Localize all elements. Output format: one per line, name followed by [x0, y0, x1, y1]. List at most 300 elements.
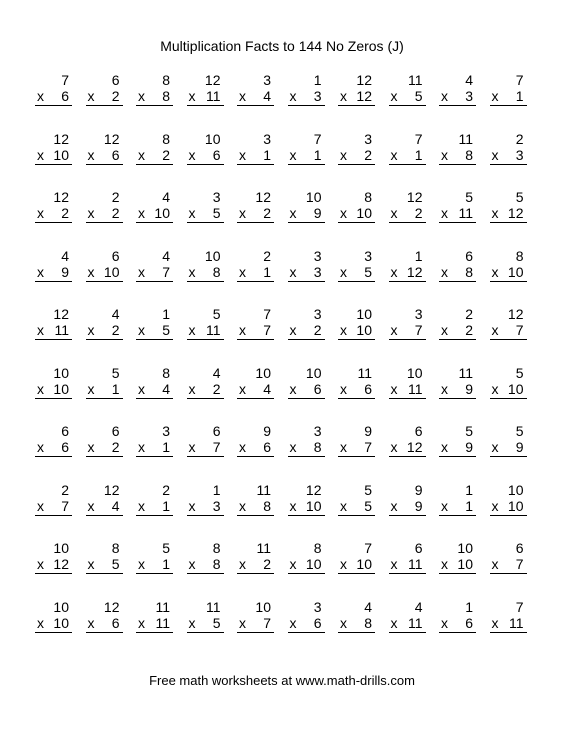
multiplier-line	[288, 556, 325, 574]
multiplier-line	[136, 381, 173, 399]
times-operator: x	[37, 439, 44, 455]
multiplicand: 1	[313, 72, 322, 88]
times-operator: x	[138, 439, 145, 455]
multiplicand: 2	[111, 189, 120, 205]
multiplicand: 3	[313, 423, 322, 439]
multiplier-line	[187, 498, 224, 516]
multiplier: 2	[263, 205, 271, 221]
multiplier: 10	[53, 614, 69, 631]
multiplier-line	[389, 439, 426, 457]
multiplier-line	[338, 264, 375, 282]
multiplier: 5	[212, 205, 221, 221]
multiplier-line	[389, 205, 426, 223]
problem-item	[288, 72, 325, 131]
multiplier-line	[490, 147, 527, 165]
multiplicand: 8	[313, 540, 322, 556]
multiplier: 2	[313, 322, 322, 338]
multiplicand: 9	[414, 481, 423, 498]
multiplier-line	[187, 556, 224, 574]
problem-item	[389, 540, 426, 599]
problem-item	[187, 131, 224, 190]
multiplier-line	[288, 322, 325, 340]
times-operator: x	[87, 614, 95, 631]
multiplier: 12	[406, 439, 423, 455]
multiplier: 11	[407, 380, 423, 397]
problem-item	[490, 248, 527, 307]
problem-item	[136, 599, 173, 658]
multiplicand: 10	[305, 364, 322, 381]
problem-item	[187, 540, 224, 599]
multiplier: 10	[507, 497, 524, 514]
multiplier-line	[288, 205, 325, 223]
multiplier-line	[338, 381, 375, 399]
multiplier-line	[389, 615, 426, 633]
times-operator: x	[37, 497, 44, 514]
multiplier-line	[490, 498, 527, 516]
multiplicand: 5	[212, 306, 221, 322]
multiplier-line	[35, 498, 72, 516]
multiplicand: 5	[465, 423, 473, 439]
multiplier: 7	[263, 614, 271, 631]
multiplier: 5	[212, 614, 221, 631]
multiplicand: 5	[515, 189, 524, 205]
multiplier: 11	[54, 322, 69, 338]
multiplicand: 10	[204, 247, 221, 264]
times-operator: x	[441, 614, 448, 631]
times-operator: x	[340, 380, 347, 397]
multiplier-line	[288, 147, 325, 165]
multiplier: 12	[356, 88, 372, 104]
problem-item	[490, 599, 527, 658]
multiplier-line	[86, 381, 123, 399]
problem-item	[439, 72, 476, 131]
multiplier-line	[187, 322, 224, 340]
multiplier-line	[439, 498, 476, 516]
multiplicand: 6	[111, 423, 120, 439]
multiplier-line	[187, 147, 224, 165]
times-operator: x	[37, 205, 44, 221]
footer-text: Free math worksheets at www.math-drills.com	[149, 673, 415, 688]
multiplicand: 10	[255, 598, 271, 615]
multiplicand: 4	[111, 306, 120, 322]
multiplier-line	[136, 322, 173, 340]
multiplier: 1	[263, 263, 271, 280]
times-operator: x	[441, 380, 448, 397]
times-operator: x	[289, 614, 297, 631]
times-operator: x	[239, 614, 246, 631]
problem-item	[86, 482, 123, 541]
multiplicand: 12	[305, 481, 322, 498]
multiplier: 11	[508, 614, 524, 631]
times-operator: x	[87, 380, 95, 397]
multiplicand: 4	[212, 364, 221, 381]
times-operator: x	[441, 146, 448, 163]
multiplier-line	[490, 556, 527, 574]
multiplier-line	[389, 322, 426, 340]
multiplier-line	[389, 498, 426, 516]
multiplicand: 10	[457, 540, 473, 556]
times-operator: x	[390, 556, 398, 572]
multiplicand: 6	[212, 423, 221, 439]
problem-item	[490, 131, 527, 190]
multiplier-line	[86, 322, 123, 340]
multiplier: 10	[457, 556, 473, 572]
times-operator: x	[239, 497, 246, 514]
worksheet-title: Multiplication Facts to 144 No Zeros (J)	[160, 38, 404, 54]
multiplier: 10	[53, 380, 69, 397]
problem-item	[490, 482, 527, 541]
multiplier: 1	[162, 556, 170, 572]
problem-item	[338, 248, 375, 307]
times-operator: x	[491, 439, 499, 455]
multiplicand: 5	[364, 481, 372, 498]
multiplicand: 3	[313, 598, 322, 615]
multiplier: 1	[263, 146, 271, 163]
times-operator: x	[491, 556, 499, 572]
multiplier-line	[389, 381, 426, 399]
times-operator: x	[188, 556, 196, 572]
multiplicand: 6	[111, 247, 120, 264]
problem-grid	[35, 72, 540, 657]
multiplicand: 3	[313, 247, 322, 264]
times-operator: x	[188, 205, 196, 221]
multiplicand: 6	[111, 72, 120, 88]
multiplier: 8	[465, 263, 473, 280]
times-operator: x	[188, 439, 196, 455]
multiplicand: 4	[364, 598, 372, 615]
times-operator: x	[138, 380, 145, 397]
multiplier: 4	[162, 380, 170, 397]
multiplier-line	[439, 205, 476, 223]
times-operator: x	[441, 497, 448, 514]
times-operator: x	[239, 88, 246, 104]
multiplier: 5	[162, 322, 170, 338]
times-operator: x	[138, 146, 145, 163]
multiplicand: 1	[465, 481, 473, 498]
multiplier: 7	[515, 322, 524, 338]
multiplicand: 4	[61, 247, 69, 264]
multiplier-line	[86, 205, 123, 223]
multiplicand: 6	[414, 540, 423, 556]
times-operator: x	[188, 614, 196, 631]
multiplicand: 7	[263, 306, 271, 322]
times-operator: x	[441, 322, 448, 338]
multiplicand: 12	[103, 130, 120, 147]
multiplier: 7	[364, 439, 372, 455]
problem-item	[237, 189, 274, 248]
problem-item	[338, 189, 375, 248]
multiplier-line	[86, 88, 123, 106]
times-operator: x	[390, 497, 398, 514]
times-operator: x	[188, 497, 196, 514]
multiplier-line	[35, 322, 72, 340]
multiplicand: 10	[406, 364, 423, 381]
multiplicand: 2	[465, 306, 473, 322]
multiplicand: 11	[458, 364, 473, 381]
multiplier: 9	[61, 263, 69, 280]
multiplier: 11	[458, 205, 473, 221]
multiplier-line	[439, 439, 476, 457]
times-operator: x	[37, 322, 44, 338]
problem-item	[136, 189, 173, 248]
times-operator: x	[289, 380, 297, 397]
multiplier-line	[187, 88, 224, 106]
times-operator: x	[390, 614, 398, 631]
multiplier-line	[237, 439, 274, 457]
multiplier-line	[86, 264, 123, 282]
multiplier-line	[439, 322, 476, 340]
multiplier-line	[439, 556, 476, 574]
multiplier-line	[86, 556, 123, 574]
multiplier-line	[338, 88, 375, 106]
multiplier-line	[237, 615, 274, 633]
problem-item	[288, 189, 325, 248]
multiplicand: 2	[263, 247, 271, 264]
multiplicand: 12	[103, 598, 120, 615]
multiplier: 10	[507, 263, 524, 280]
problem-item	[389, 365, 426, 424]
times-operator: x	[491, 263, 499, 280]
multiplier: 10	[507, 380, 524, 397]
multiplier: 10	[305, 556, 322, 572]
multiplier: 10	[53, 146, 69, 163]
multiplier: 9	[465, 380, 473, 397]
multiplier: 3	[465, 88, 473, 104]
times-operator: x	[289, 322, 297, 338]
multiplier-line	[187, 439, 224, 457]
multiplier-line	[338, 147, 375, 165]
multiplier: 5	[364, 497, 372, 514]
times-operator: x	[87, 497, 95, 514]
multiplicand: 8	[162, 130, 170, 147]
times-operator: x	[491, 146, 499, 163]
times-operator: x	[37, 263, 44, 280]
multiplicand: 11	[256, 540, 271, 556]
multiplicand: 5	[162, 540, 170, 556]
problem-item	[35, 131, 72, 190]
multiplicand: 12	[53, 306, 69, 322]
multiplicand: 7	[414, 130, 423, 147]
multiplier-line	[338, 439, 375, 457]
problem-item	[86, 540, 123, 599]
multiplier: 7	[263, 322, 271, 338]
multiplier: 10	[356, 556, 372, 572]
problem-item	[439, 306, 476, 365]
times-operator: x	[87, 88, 95, 104]
times-operator: x	[491, 205, 499, 221]
multiplier: 6	[364, 380, 372, 397]
multiplicand: 7	[515, 598, 524, 615]
problem-item	[288, 131, 325, 190]
problem-item	[136, 131, 173, 190]
times-operator: x	[138, 322, 145, 338]
multiplier-line	[389, 88, 426, 106]
times-operator: x	[188, 146, 196, 163]
multiplicand: 6	[414, 423, 423, 439]
times-operator: x	[340, 88, 347, 104]
times-operator: x	[491, 497, 499, 514]
multiplier-line	[136, 498, 173, 516]
multiplier: 2	[465, 322, 473, 338]
problem-item	[86, 131, 123, 190]
multiplier: 12	[53, 556, 69, 572]
multiplicand: 1	[414, 247, 423, 264]
times-operator: x	[441, 263, 448, 280]
times-operator: x	[87, 146, 95, 163]
multiplicand: 10	[53, 364, 69, 381]
problem-item	[187, 423, 224, 482]
multiplier-line	[338, 322, 375, 340]
multiplicand: 12	[255, 189, 271, 205]
multiplier: 1	[111, 380, 120, 397]
times-operator: x	[289, 205, 297, 221]
multiplier-line	[288, 498, 325, 516]
multiplier-line	[237, 322, 274, 340]
multiplier: 3	[313, 263, 322, 280]
multiplier: 5	[414, 88, 423, 104]
multiplier-line	[35, 439, 72, 457]
multiplier: 8	[162, 88, 170, 104]
multiplier-line	[237, 88, 274, 106]
multiplier: 10	[356, 205, 372, 221]
multiplier-line	[86, 615, 123, 633]
multiplier: 11	[407, 614, 423, 631]
multiplicand: 7	[364, 540, 372, 556]
times-operator: x	[138, 614, 145, 631]
multiplier: 2	[364, 146, 372, 163]
problem-item	[237, 306, 274, 365]
multiplier-line	[490, 264, 527, 282]
multiplicand: 12	[53, 130, 69, 147]
multiplier: 11	[205, 322, 221, 338]
problem-item	[338, 306, 375, 365]
multiplicand: 7	[313, 130, 322, 147]
problem-item	[439, 248, 476, 307]
problem-item	[136, 482, 173, 541]
multiplicand: 3	[212, 189, 221, 205]
multiplier: 2	[212, 380, 221, 397]
problem-item	[237, 423, 274, 482]
problem-item	[237, 131, 274, 190]
times-operator: x	[289, 556, 297, 572]
problem-item	[338, 423, 375, 482]
multiplier-line	[35, 88, 72, 106]
problem-item	[86, 248, 123, 307]
multiplicand: 11	[458, 130, 473, 147]
multiplier-line	[35, 615, 72, 633]
times-operator: x	[188, 322, 196, 338]
times-operator: x	[37, 146, 44, 163]
multiplier-line	[35, 381, 72, 399]
problem-item	[35, 599, 72, 658]
problem-item	[237, 72, 274, 131]
multiplicand: 11	[155, 598, 170, 615]
problem-item	[439, 365, 476, 424]
multiplicand: 11	[256, 481, 271, 498]
times-operator: x	[239, 263, 246, 280]
multiplier: 3	[515, 146, 524, 163]
multiplier: 2	[111, 322, 120, 338]
multiplier: 11	[155, 614, 170, 631]
multiplier: 2	[414, 205, 423, 221]
multiplier-line	[136, 264, 173, 282]
problem-item	[288, 423, 325, 482]
problem-item	[338, 482, 375, 541]
problem-item	[389, 189, 426, 248]
multiplicand: 8	[515, 247, 524, 264]
problem-item	[389, 131, 426, 190]
multiplicand: 9	[263, 423, 271, 439]
times-operator: x	[87, 556, 95, 572]
multiplicand: 3	[263, 130, 271, 147]
multiplicand: 9	[364, 423, 372, 439]
multiplier-line	[136, 439, 173, 457]
problem-item	[288, 306, 325, 365]
times-operator: x	[188, 88, 196, 104]
multiplier-line	[490, 205, 527, 223]
problem-item	[35, 423, 72, 482]
multiplier-line	[136, 88, 173, 106]
multiplicand: 2	[162, 481, 170, 498]
times-operator: x	[138, 205, 145, 221]
multiplier-line	[237, 498, 274, 516]
problem-item	[237, 540, 274, 599]
multiplier-line	[288, 439, 325, 457]
multiplier: 6	[313, 380, 322, 397]
problem-item	[338, 599, 375, 658]
problem-item	[389, 72, 426, 131]
multiplier-line	[187, 381, 224, 399]
multiplier: 9	[465, 439, 473, 455]
problem-item	[439, 599, 476, 658]
multiplier: 6	[263, 439, 271, 455]
problem-item	[389, 482, 426, 541]
multiplier-line	[439, 88, 476, 106]
problem-item	[35, 482, 72, 541]
times-operator: x	[87, 263, 95, 280]
problem-item	[35, 189, 72, 248]
problem-item	[439, 423, 476, 482]
times-operator: x	[37, 556, 44, 572]
problem-item	[338, 131, 375, 190]
problem-item	[187, 306, 224, 365]
times-operator: x	[289, 439, 297, 455]
multiplier: 7	[515, 556, 524, 572]
problem-item	[288, 599, 325, 658]
multiplier-line	[490, 381, 527, 399]
multiplier: 6	[465, 614, 473, 631]
multiplicand: 2	[515, 130, 524, 147]
multiplicand: 6	[515, 540, 524, 556]
multiplier: 6	[61, 439, 69, 455]
multiplicand: 12	[53, 189, 69, 205]
times-operator: x	[441, 439, 448, 455]
multiplier: 6	[111, 146, 120, 163]
multiplicand: 1	[465, 598, 473, 615]
multiplier: 1	[414, 146, 423, 163]
times-operator: x	[340, 497, 347, 514]
problem-item	[86, 306, 123, 365]
times-operator: x	[340, 205, 347, 221]
times-operator: x	[138, 497, 145, 514]
problem-item	[86, 423, 123, 482]
multiplicand: 12	[356, 72, 372, 88]
times-operator: x	[441, 556, 448, 572]
multiplier: 8	[465, 146, 473, 163]
times-operator: x	[340, 146, 347, 163]
times-operator: x	[239, 146, 246, 163]
multiplier-line	[35, 147, 72, 165]
